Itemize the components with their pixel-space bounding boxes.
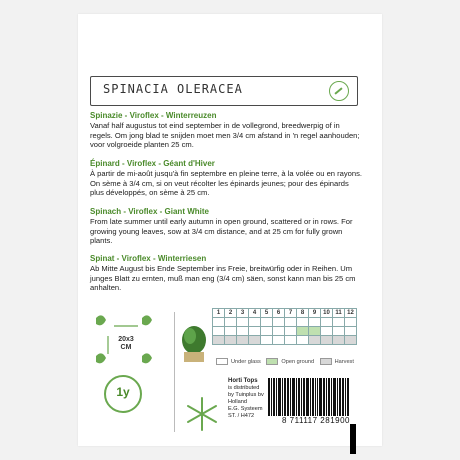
month-cell: 9 xyxy=(309,309,321,318)
section-title: Épinard - Viroflex - Géant d'Hiver xyxy=(90,159,215,168)
month-cell: 1 xyxy=(213,309,225,318)
legend-open-ground: Open ground xyxy=(281,358,315,365)
title-box xyxy=(90,76,358,106)
divider xyxy=(174,312,175,432)
month-cell: 11 xyxy=(333,309,345,318)
snowflake-icon xyxy=(182,394,222,434)
company-line: by Tuinplus bv xyxy=(228,392,264,398)
sowing-calendar xyxy=(212,308,364,345)
month-cell: 6 xyxy=(273,309,285,318)
section-dutch xyxy=(90,111,364,150)
section-title: Spinat - Viroflex - Winterriesen xyxy=(90,254,207,263)
section-body: Vanaf half augustus tot eind september in de vollegrond, breedwerpig of in regels. Om jong blad te snijden moet men 3/4 cm afstand in 'n regel aanhouden; voor volgroeide planten 25 cm. xyxy=(90,121,360,150)
month-cell: 3 xyxy=(237,309,249,318)
barcode-number: 8 711117 281900 xyxy=(281,416,350,425)
month-cell: 12 xyxy=(345,309,357,318)
calendar-row-glass xyxy=(213,318,357,327)
spacing-icon xyxy=(88,312,168,432)
section-german xyxy=(90,254,364,293)
distributor-info xyxy=(228,378,264,420)
leaf-badge-icon xyxy=(329,81,349,101)
month-cell: 7 xyxy=(285,309,297,318)
month-cell: 5 xyxy=(261,309,273,318)
section-body: À partir de mi-août jusqu'à fin septembre en pleine terre, à la volée ou en rayons. On sème à 3/4 cm, si on veut récolter les épinards jeunes; pour des épinards plus développés, on sème à 25 cm. xyxy=(90,169,363,198)
section-body: Ab Mitte August bis Ende September ins Freie, breitwürfig oder in Reihen. Um junges Blatt zu ernten, muß man eng (3/4 cm) säen, sonst kann man bis 25 cm anhalten. xyxy=(90,264,356,293)
calendar-row-harvest xyxy=(213,336,357,345)
company-line: E.G. Systeem xyxy=(228,406,263,412)
section-english xyxy=(90,207,364,246)
legend-under-glass: Under glass xyxy=(231,358,261,365)
month-cell: 2 xyxy=(225,309,237,318)
calendar-row-open xyxy=(213,327,357,336)
barcode xyxy=(268,378,364,424)
icon-column xyxy=(88,312,168,432)
month-cell: 8 xyxy=(297,309,309,318)
section-title: Spinazie - Viroflex - Winterreuzen xyxy=(90,111,217,120)
barcode-bars xyxy=(268,378,364,416)
legend-harvest: Harvest xyxy=(334,358,354,365)
month-cell: 4 xyxy=(249,309,261,318)
month-cell: 10 xyxy=(321,309,333,318)
spacing-label xyxy=(112,336,140,352)
spacing-unit: CM xyxy=(120,344,132,351)
section-title: Spinach - Viroflex - Giant White xyxy=(90,207,209,216)
section-body: From late summer until early autumn in open ground, scattered or in rows. For growing young leaves, sow at 3/4 cm distance, and at 25 cm for fully grown plants. xyxy=(90,217,353,246)
company-line: Holland xyxy=(228,399,247,405)
species-title: SPINACIA OLERACEA xyxy=(103,82,243,96)
calendar-legend xyxy=(212,358,354,365)
company-line: is distributed xyxy=(228,385,260,391)
company-line: ST. / H472 xyxy=(228,413,255,419)
lifecycle-label: 1y xyxy=(116,385,130,399)
section-french xyxy=(90,159,364,198)
seed-packet-back xyxy=(78,14,382,446)
spacing-value: 20x3 xyxy=(118,336,134,343)
company-name: Horti Tops xyxy=(228,378,258,384)
spinach-image xyxy=(180,316,208,366)
registration-mark xyxy=(350,424,356,454)
